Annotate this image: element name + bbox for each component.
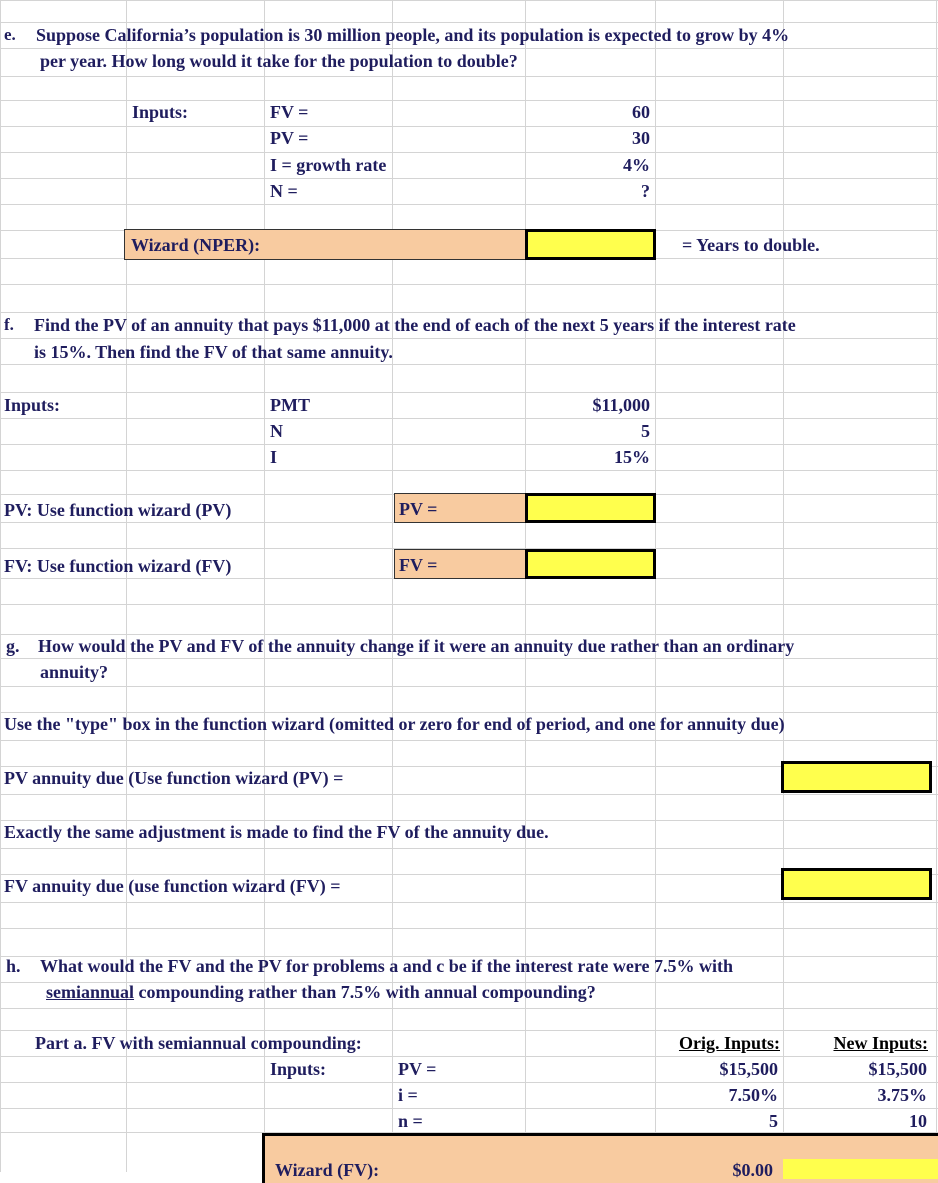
section-f-question-line2: is 15%. Then find the FV of that same annuity. — [34, 342, 393, 362]
section-e-question-line1: Suppose California’s population is 30 million people, and its population is expected to grow by 4% — [36, 25, 790, 45]
new-pv-cell[interactable]: $15,500 — [868, 1059, 927, 1079]
section-h-part-a-label: Part a. FV with semiannual compounding: — [35, 1033, 362, 1053]
section-h-question-line2 — [46, 981, 596, 1003]
section-g-fv-due-label: FV annuity due (use function wizard (FV) = — [4, 876, 341, 896]
section-e-letter: e. — [4, 25, 16, 44]
orig-inputs-header: Orig. Inputs: — [678, 1033, 780, 1053]
section-h-n-label: n = — [398, 1111, 423, 1131]
section-h-pv-label: PV = — [398, 1059, 437, 1079]
section-g-question-line1: How would the PV and FV of the annuity change if it were an annuity due rather than an ordinary — [38, 636, 795, 656]
section-f-fv-answer-cell[interactable] — [525, 549, 656, 579]
section-g-letter: g. — [6, 636, 20, 656]
section-g-fv-due-answer-cell[interactable] — [781, 868, 932, 900]
section-g-same-adjustment-note: Exactly the same adjustment is made to find the FV of the annuity due. — [4, 822, 549, 842]
section-g-instruction: Use the "type" box in the function wizard (omitted or zero for end of period, and one for annuity due) — [4, 714, 785, 734]
section-h-inputs-label: Inputs: — [270, 1059, 327, 1079]
orig-i-cell[interactable]: 7.50% — [728, 1085, 778, 1105]
section-f-pmt-cell[interactable]: $11,000 — [592, 395, 650, 415]
section-h-wizard-panel — [262, 1133, 938, 1183]
section-e-fv-label: FV = — [270, 102, 309, 122]
section-f-fv-prompt: FV: Use function wizard (FV) — [4, 556, 232, 576]
new-n-cell[interactable]: 10 — [909, 1111, 927, 1131]
section-f-inputs-label: Inputs: — [4, 395, 61, 415]
section-f-question-line1: Find the PV of an annuity that pays $11,000 at the end of each of the next 5 years if the interest rate — [34, 315, 796, 335]
section-e-i-cell[interactable]: 4% — [623, 155, 650, 175]
section-h-letter: h. — [6, 956, 21, 976]
section-e-pv-cell[interactable]: 30 — [632, 128, 650, 148]
section-h-question-line2-rest: compounding rather than 7.5% with annual compounding? — [134, 982, 596, 1002]
section-h-wizard-value: $0.00 — [732, 1160, 773, 1180]
section-h-wizard-answer-cell[interactable] — [783, 1159, 938, 1179]
section-h-i-label: i = — [398, 1085, 418, 1105]
section-e-inputs-label: Inputs: — [132, 102, 189, 122]
section-f-i-cell[interactable]: 15% — [614, 447, 650, 467]
section-h-wizard-label: Wizard (FV): — [275, 1160, 380, 1180]
section-e-nper-answer-cell[interactable] — [525, 229, 656, 260]
section-e-question-line2: per year. How long would it take for the population to double? — [40, 51, 518, 71]
orig-n-cell[interactable]: 5 — [769, 1111, 778, 1131]
new-inputs-header: New Inputs: — [833, 1033, 928, 1053]
section-f-pv-eq: PV = — [399, 499, 438, 519]
section-f-n-cell[interactable]: 5 — [641, 421, 650, 441]
section-g-pv-due-label: PV annuity due (Use function wizard (PV) = — [4, 768, 344, 788]
section-e-n-cell[interactable]: ? — [641, 181, 650, 201]
section-e-result-note: = Years to double. — [682, 235, 820, 255]
section-f-fv-label-cell — [394, 549, 527, 579]
section-f-pv-answer-cell[interactable] — [525, 493, 656, 523]
section-e-n-label: N = — [270, 181, 298, 201]
section-f-pmt-label: PMT — [270, 395, 310, 415]
section-h-question-line1: What would the FV and the PV for problems a and c be if the interest rate were 7.5% with — [40, 956, 733, 976]
section-f-pv-prompt: PV: Use function wizard (PV) — [4, 500, 232, 520]
section-e-i-label: I = growth rate — [270, 155, 387, 175]
section-f-i-label: I — [270, 447, 278, 467]
section-e-wizard-label-cell — [124, 229, 527, 260]
section-f-letter: f. — [4, 315, 14, 334]
section-e-wizard-label: Wizard (NPER): — [131, 235, 261, 255]
section-f-pv-label-cell — [394, 493, 527, 523]
new-i-cell[interactable]: 3.75% — [877, 1085, 927, 1105]
underlined-word: semiannual — [46, 982, 135, 1002]
section-e-fv-cell[interactable]: 60 — [632, 102, 650, 122]
section-g-question-line2: annuity? — [40, 662, 109, 682]
section-e-pv-label: PV = — [270, 128, 309, 148]
section-g-pv-due-answer-cell[interactable] — [781, 761, 932, 793]
section-f-n-label: N — [270, 421, 283, 441]
orig-pv-cell[interactable]: $15,500 — [719, 1059, 778, 1079]
section-f-fv-eq: FV = — [399, 555, 438, 575]
